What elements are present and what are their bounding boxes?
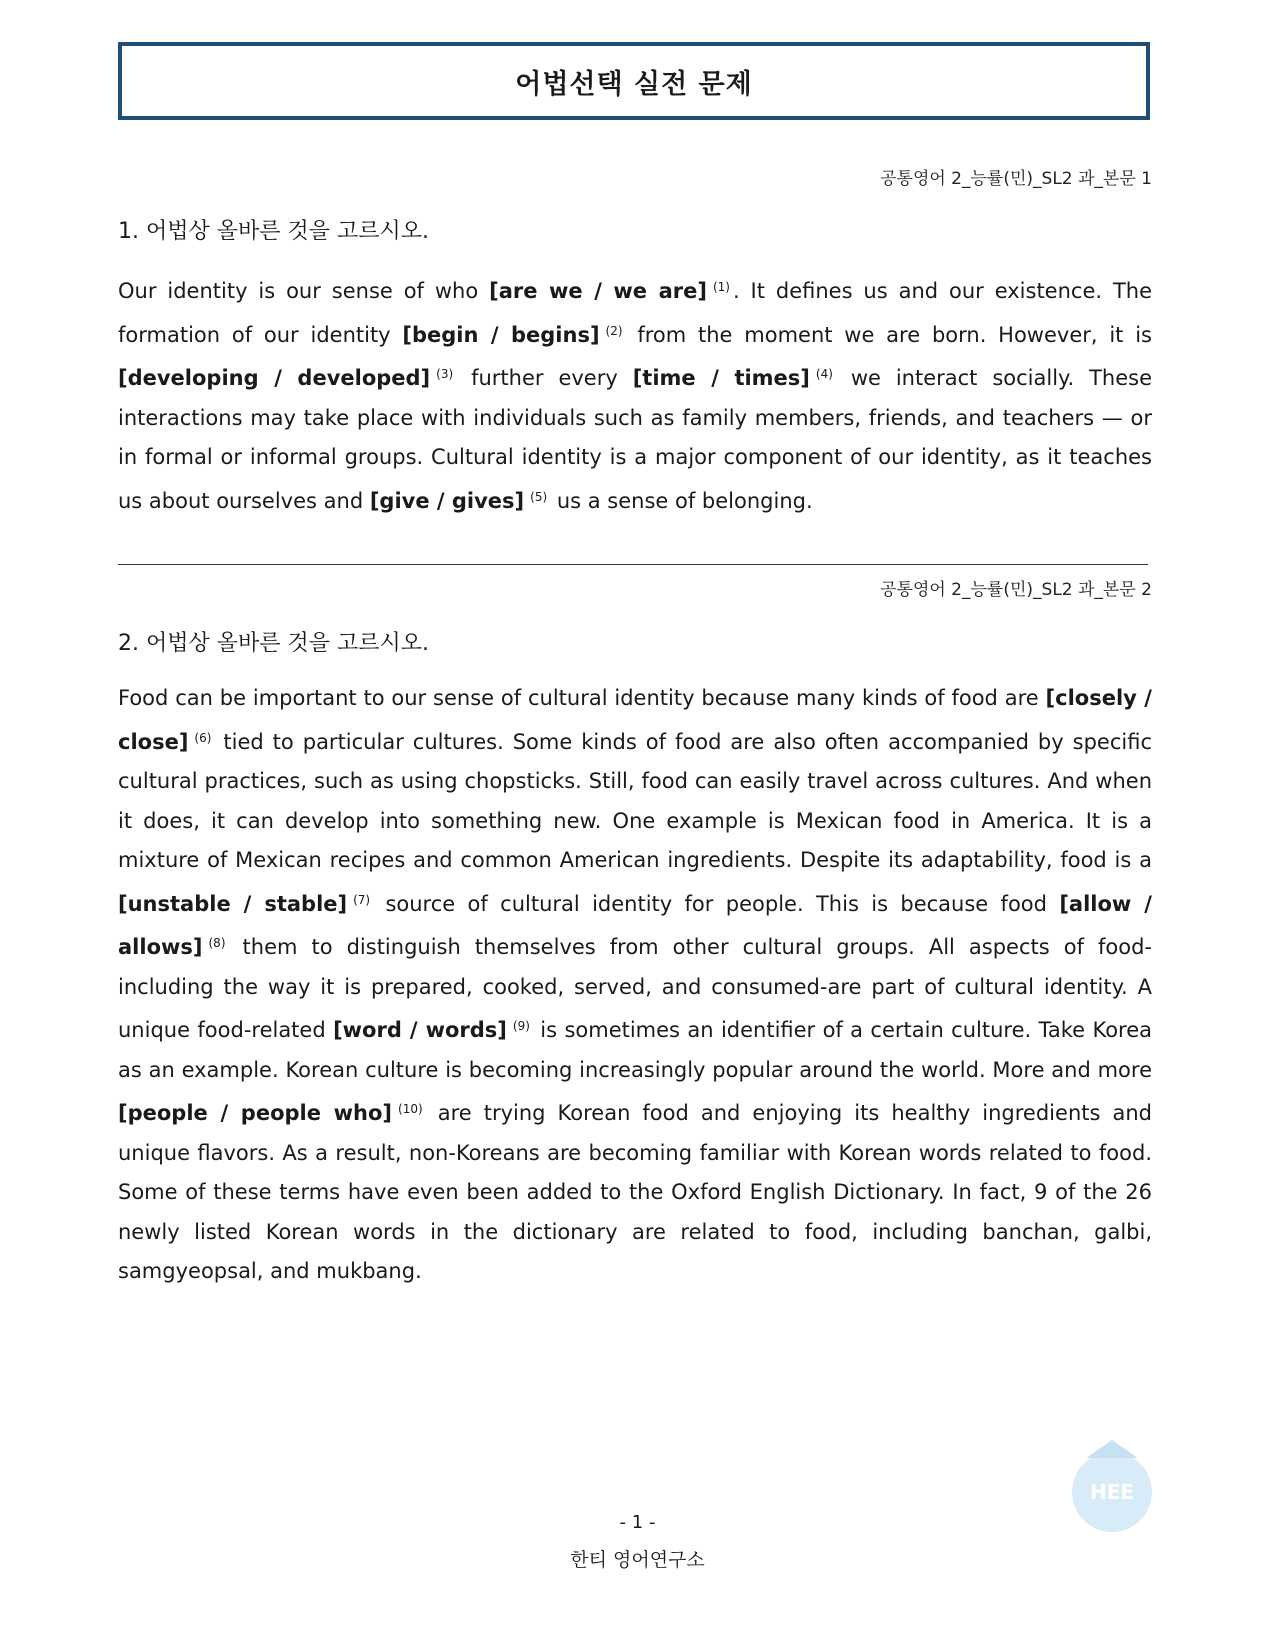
choice-number: (7) — [353, 892, 371, 907]
answer-choice[interactable]: [word / words] — [333, 1018, 507, 1042]
passage-text: . It defines us and our existence. The formation of our identity — [118, 279, 1153, 347]
answer-choice[interactable]: [give / gives] — [369, 488, 525, 513]
answer-choice[interactable]: [people / people who] — [118, 1101, 393, 1125]
graduation-cap-icon — [1086, 1440, 1138, 1458]
passage-2 — [118, 679, 1152, 1292]
answer-choice[interactable]: [are we / we are] — [489, 279, 707, 303]
passage-text: is sometimes an identifier of a certain culture. Take Korea as an example. Korean culture is becoming increasingly popular around the world. More and more — [118, 1018, 1153, 1082]
answer-choice[interactable]: [closely / close] — [118, 686, 1152, 754]
passage-text: tied to particular cultures. Some kinds of food are also often accompanied by specific cultural practices, such as using chopsticks. Still, food can easily travel across cultures. And when it does, it can develop into something new. One example is Mexican food in America. It is a mixture of Mexican recipes and common American ingredients. Despite its adaptability, food is a — [118, 729, 1152, 872]
divider — [118, 564, 1148, 565]
answer-choice[interactable]: [begin / begins] — [402, 322, 600, 347]
logo-text: HEE — [1089, 1480, 1135, 1504]
question-prompt-1: 1. 어법상 올바른 것을 고르시오. — [118, 219, 429, 244]
answer-choice[interactable]: [allow / allows] — [118, 891, 1152, 959]
choice-number: (2) — [605, 323, 623, 338]
passage-text: we interact socially. These interactions may take place with individuals such as family members, friends, and teachers — or in formal or informal groups. Cultural identity is a major component of our identity, as it teaches us about ourselves and — [118, 366, 1152, 513]
choice-number: (5) — [530, 489, 548, 504]
page-number: - 1 - — [619, 1512, 656, 1533]
choice-number: (4) — [815, 367, 833, 381]
passage-text: them to distinguish themselves from other cultural groups. All aspects of food-including the way it is prepared, cooked, served, and consumed-are part of cultural identity. A unique food-related — [118, 935, 1152, 1042]
choice-number: (1) — [712, 280, 730, 294]
passage-text: us a sense of belonging. — [550, 488, 813, 513]
passage-text: further every — [456, 366, 633, 390]
source-label-2: 공통영어 2_능률(민)_SL2 과_본문 2 — [880, 580, 1152, 600]
choice-number: (10) — [398, 1102, 423, 1116]
passage-text: Food can be important to our sense of cultural identity because many kinds of food are — [118, 686, 1046, 710]
choice-number: (9) — [512, 1019, 530, 1033]
passage-text: source of cultural identity for people. This is because food — [373, 891, 1060, 916]
passage-text: from the moment we are born. However, it is — [625, 322, 1152, 347]
passage-text: Our identity is our sense of who — [118, 279, 490, 303]
choice-number: (3) — [436, 367, 454, 381]
institute-name: 한티 영어연구소 — [570, 1549, 705, 1571]
choice-number: (8) — [208, 936, 226, 950]
question-prompt-2: 2. 어법상 올바른 것을 고르시오. — [118, 631, 429, 656]
answer-choice[interactable]: [time / times] — [632, 366, 810, 390]
page-title: 어법선택 실전 문제 — [515, 68, 753, 100]
source-label-1: 공통영어 2_능률(민)_SL2 과_본문 1 — [880, 169, 1152, 189]
answer-choice[interactable]: [developing / developed] — [118, 366, 431, 390]
hee-logo-icon — [1072, 1452, 1152, 1532]
passage-1 — [118, 268, 1152, 521]
title-box — [118, 42, 1150, 120]
choice-number: (6) — [194, 730, 212, 745]
passage-text: are trying Korean food and enjoying its healthy ingredients and unique flavors. As a result, non-Koreans are becoming familiar with Korean words related to food. Some of these terms have even been added to the Oxford English Dictionary. In fact, 9 of the 26 newly listed Korean words in the dictionary are related to food, including banchan, galbi, samgyeopsal, and mukbang. — [118, 1101, 1152, 1283]
answer-choice[interactable]: [unstable / stable] — [118, 891, 348, 916]
